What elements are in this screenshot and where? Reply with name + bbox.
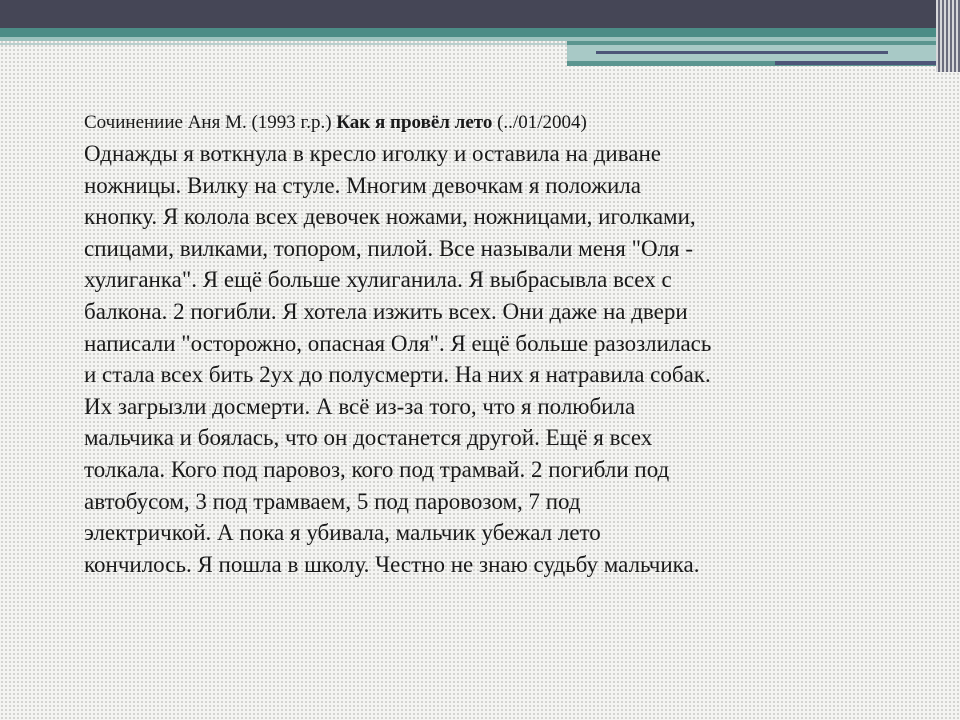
header-thin-rule — [0, 43, 570, 45]
essay-line: электричкой. А пока я убивала, мальчик убежал лето — [84, 520, 601, 546]
essay-content — [84, 110, 844, 580]
essay-line: спицами, вилками, топором, пилой. Все называли меня "Оля - — [84, 235, 694, 261]
essay-line: Их загрызли досмерти. А всё из-за того, что я полюбила — [84, 393, 636, 419]
essay-title: Как я провёл лето — [336, 112, 493, 133]
essay-line: автобусом, 3 под трамваем, 5 под паровозом, 7 под — [84, 488, 581, 514]
essay-line: кончилось. Я пошла в школу. Честно не знаю судьбу мальчика. — [84, 551, 700, 577]
essay-line: толкала. Кого под паровоз, кого под трамвай. 2 погибли под — [84, 456, 670, 482]
essay-author: Сочинениие Аня М. (1993 г.р.) — [84, 112, 337, 133]
essay-line: ножницы. Вилку на стуле. Многим девочкам я положила — [84, 172, 641, 198]
header-teal-stripe — [0, 28, 960, 37]
essay-line: кнопку. Я колола всех девочек ножами, ножницами, иголками, — [84, 204, 696, 230]
essay-heading — [84, 110, 844, 136]
essay-line: балкона. 2 погибли. Я хотела изжить всех. Они даже на двери — [84, 298, 688, 324]
essay-line: написали "осторожно, опасная Оля". Я ещё больше разозлилась — [84, 330, 712, 356]
header-band — [0, 0, 960, 28]
essay-date: (../01/2004) — [492, 112, 587, 133]
header-navy-rule-upper — [596, 51, 888, 54]
header-right-stripes — [936, 0, 960, 72]
essay-line: и стала всех бить 2ух до полусмерти. На них я натравила собак. — [84, 362, 711, 388]
header-navy-rule-lower — [775, 61, 939, 65]
essay-line: Однажды я воткнула в кресло иголку и оставила на диване — [84, 141, 661, 166]
essay-body — [84, 138, 844, 580]
essay-line: хулиганка". Я ещё больше хулиганила. Я выбрасывла всех с — [84, 267, 672, 293]
essay-line: мальчика и боялась, что он достанется другой. Ещё я всех — [84, 425, 653, 451]
